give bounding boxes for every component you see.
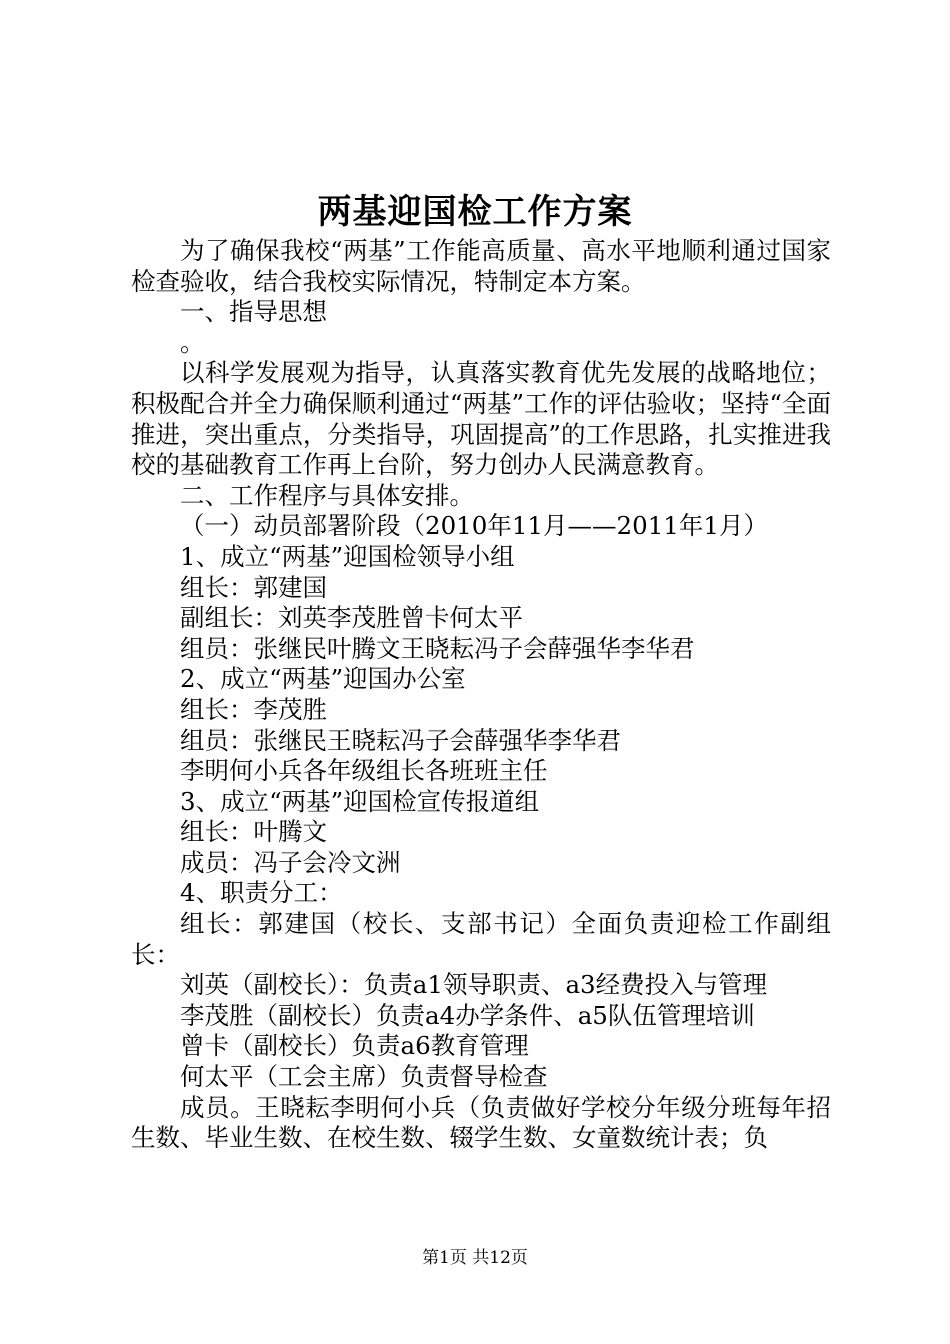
subsection-heading-mobilization: （一）动员部署阶段（2010年11月——2011年1月） bbox=[180, 511, 768, 541]
item-leadership-group: 1、成立“两基”迎国检领导小组 bbox=[180, 541, 515, 571]
duty-li-maosheng: 李茂胜（副校长）负责a4办学条件、a5队伍管理培训 bbox=[180, 1000, 755, 1030]
office-leader: 组长：李茂胜 bbox=[180, 694, 327, 724]
item-office: 2、成立“两基”迎国办公室 bbox=[180, 664, 466, 694]
section-heading-guiding-ideology: 一、指导思想 bbox=[180, 297, 327, 327]
duty-liu-ying: 刘英（副校长）：负责a1领导职责、a3经费投入与管理 bbox=[180, 970, 768, 1000]
duty-zeng-ka: 曾卡（副校长）负责a6教育管理 bbox=[180, 1031, 529, 1061]
duty-members: 成员。王晓耘李明何小兵（负责做好学校分年级分班每年招生数、毕业生数、在校生数、辍学生数、女童数统计表；负 bbox=[131, 1092, 831, 1153]
stray-period: 。 bbox=[180, 327, 205, 357]
leadership-group-members: 组员：张继民叶腾文王晓耘冯子会薛强华李华君 bbox=[180, 633, 695, 663]
office-members: 组员：张继民王晓耘冯子会薛强华李华君 bbox=[180, 725, 621, 755]
section-heading-procedures: 二、工作程序与具体安排。 bbox=[180, 480, 474, 510]
item-publicity-group: 3、成立“两基”迎国检宣传报道组 bbox=[180, 786, 540, 816]
document-title: 两基迎国检工作方案 bbox=[317, 192, 633, 232]
office-members-continued: 李明何小兵各年级组长各班班主任 bbox=[180, 756, 548, 786]
intro-paragraph: 为了确保我校“两基”工作能高质量、高水平地顺利通过国家检查验收，结合我校实际情况，特制定本方案。 bbox=[131, 236, 831, 296]
document-body bbox=[131, 236, 831, 1154]
duty-leader: 组长：郭建国（校长、支部书记）全面负责迎检工作副组长： bbox=[131, 909, 831, 969]
guiding-ideology-paragraph: 以科学发展观为指导，认真落实教育优先发展的战略地位；积极配合并全力确保顺利通过“两基”工作的评估验收；坚持“全面推进，突出重点，分类指导，巩固提高”的工作思路，扎实推进我校的基础教育工作再上台阶，努力创办人民满意教育。 bbox=[131, 358, 831, 480]
leadership-group-leader: 组长：郭建国 bbox=[180, 572, 327, 602]
publicity-group-leader: 组长：叶腾文 bbox=[180, 817, 327, 847]
item-duties: 4、职责分工： bbox=[180, 878, 343, 908]
leadership-group-deputy: 副组长：刘英李茂胜曾卡何太平 bbox=[180, 603, 523, 633]
publicity-group-members: 成员：冯子会冷文洲 bbox=[180, 847, 401, 877]
duty-he-taiping: 何太平（工会主席）负责督导检查 bbox=[180, 1062, 548, 1092]
page-footer: 第1页 共12页 bbox=[422, 1248, 528, 1268]
